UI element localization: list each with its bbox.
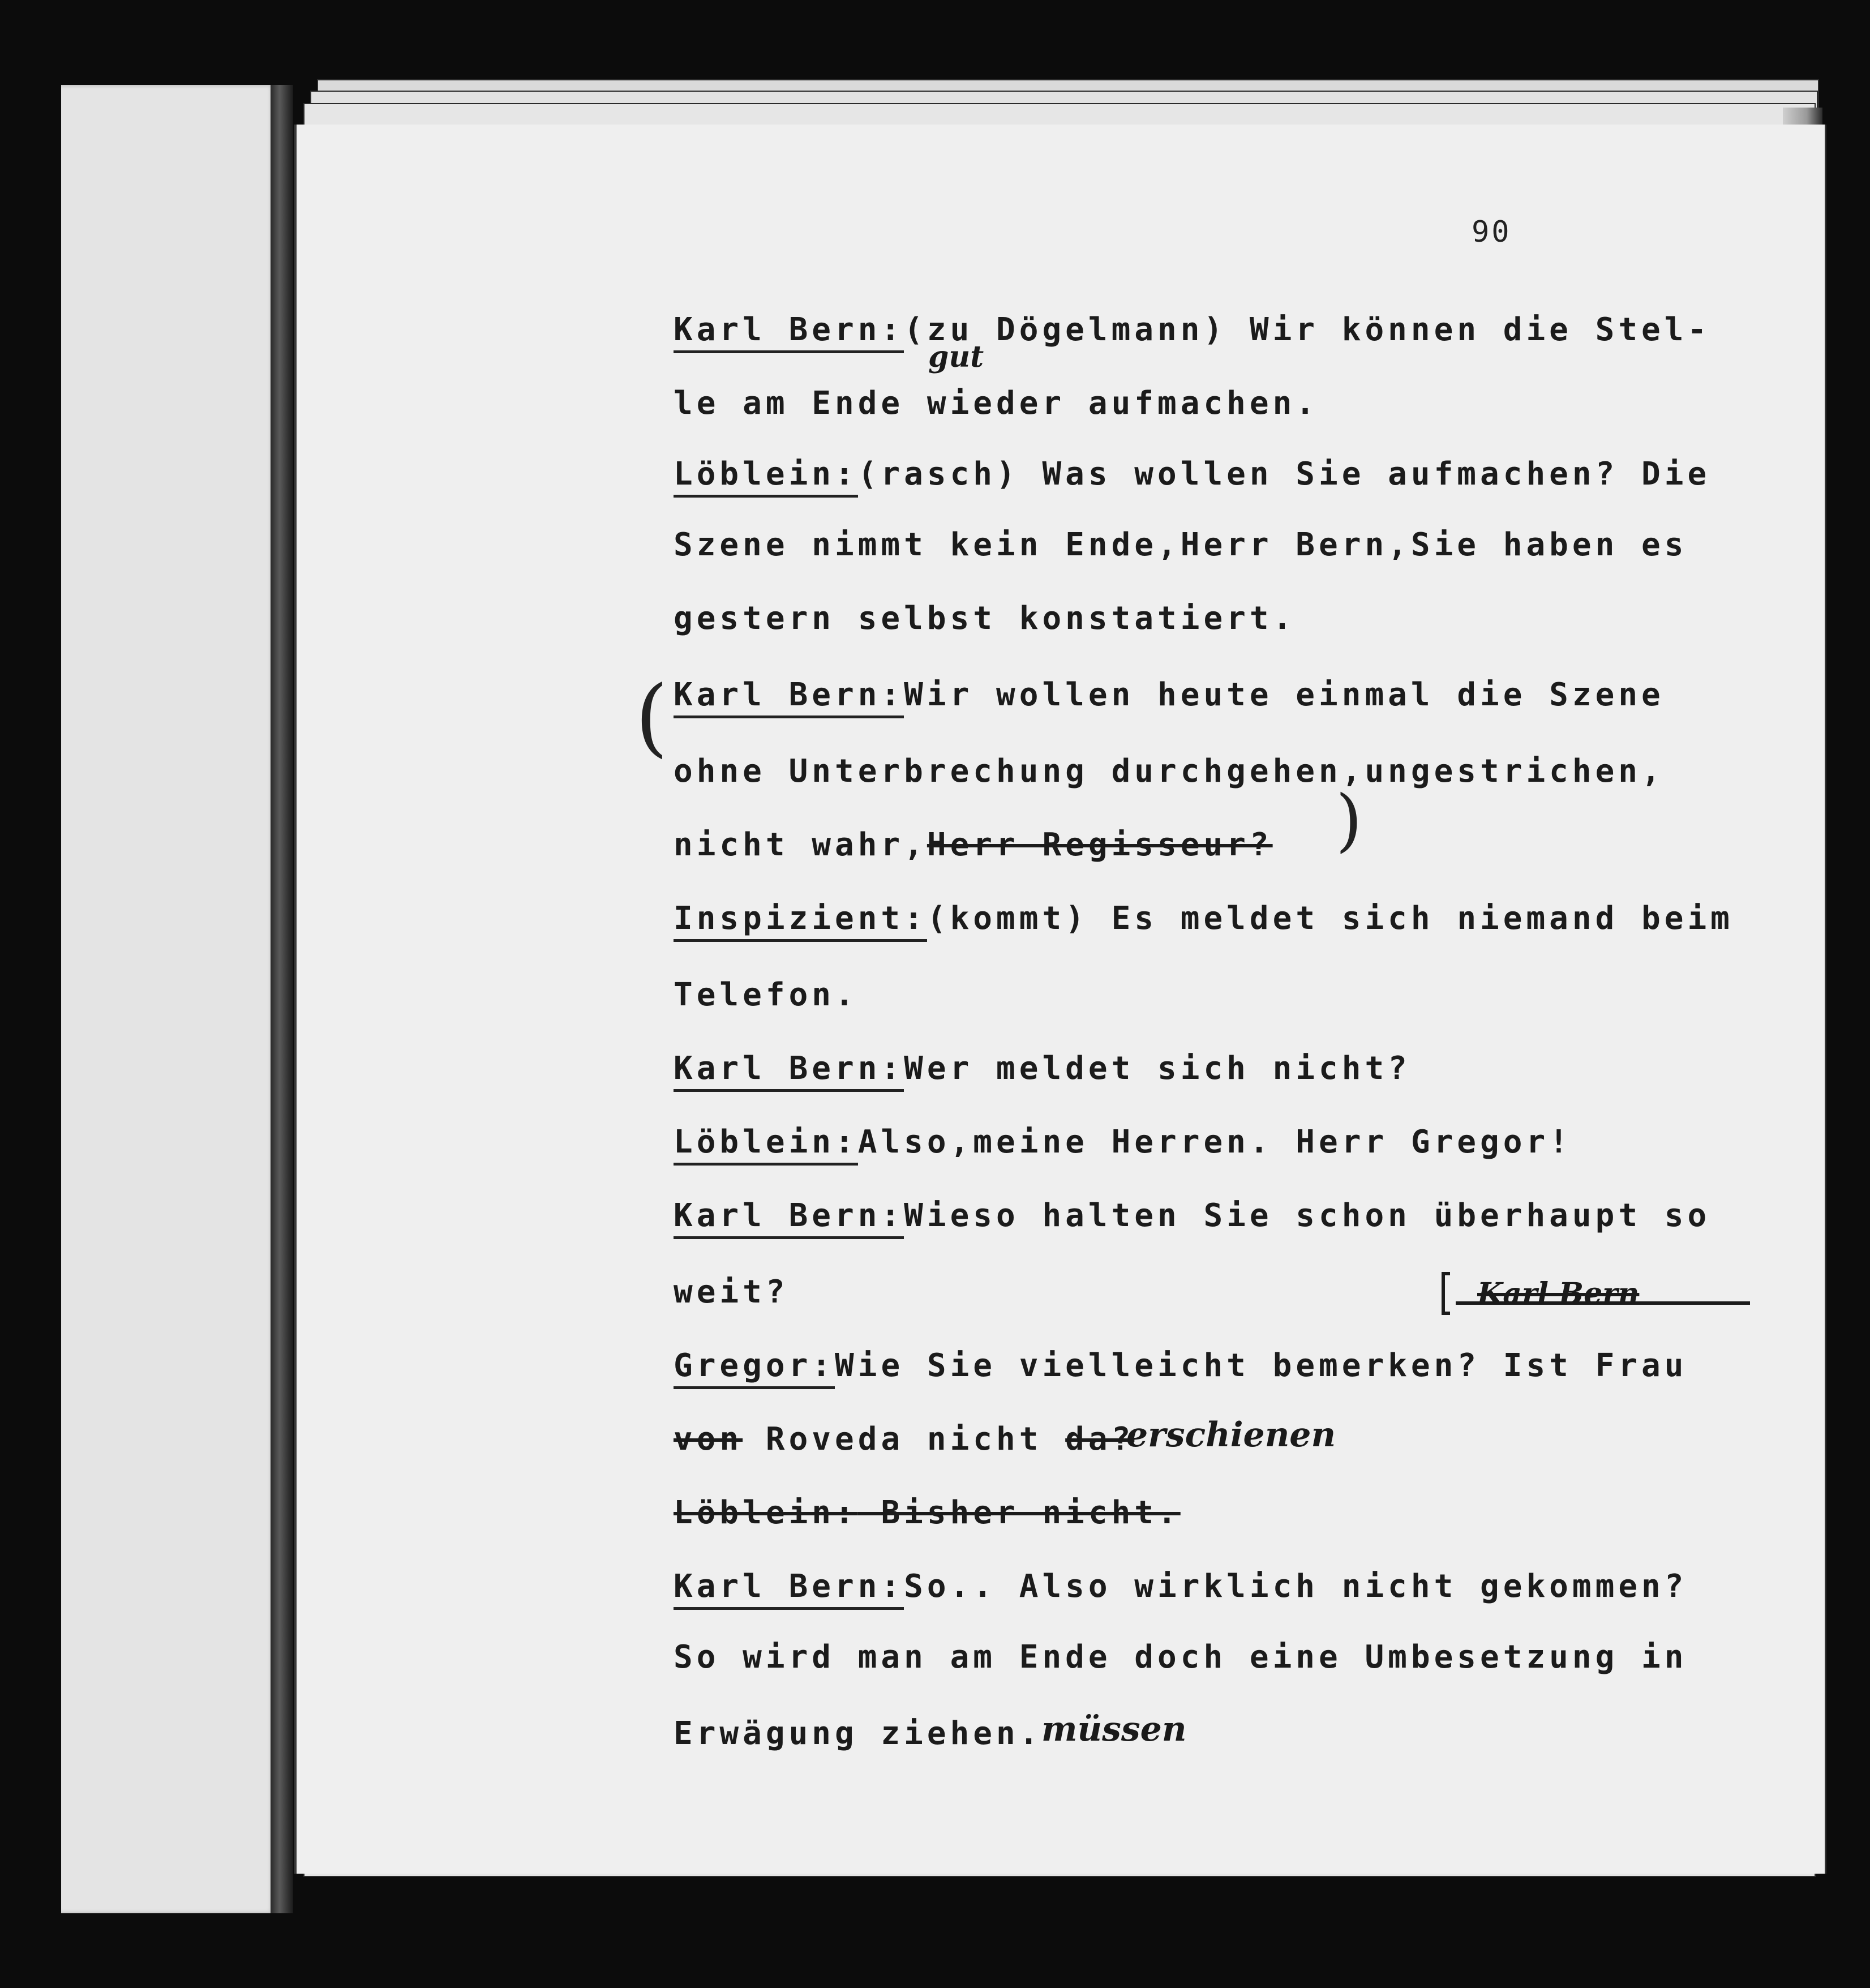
line-text: nicht wahr, <box>674 826 927 863</box>
struck-text: von <box>674 1421 743 1458</box>
line-text: Szene nimmt kein Ende,Herr Bern,Sie haben es <box>674 526 1688 563</box>
script-line <box>674 900 1734 942</box>
line-text: Wieso halten Sie schon überhaupt so <box>904 1197 1711 1234</box>
script-line <box>674 1050 1411 1092</box>
script-line <box>674 311 1710 353</box>
speaker-label: Karl Bern: <box>674 311 904 353</box>
script-line <box>674 385 1319 422</box>
speaker-label: Gregor: <box>674 1347 835 1389</box>
line-text: Telefon. <box>674 976 858 1013</box>
struck-text: Herr Regisseur? <box>927 826 1273 863</box>
line-text: ohne Unterbrechung durchgehen,ungestrichen, <box>674 753 1665 790</box>
speaker-label: Karl Bern: <box>674 676 904 718</box>
line-text: le am Ende wieder aufmachen. <box>674 385 1319 422</box>
script-line <box>674 1347 1687 1389</box>
script-line <box>674 1421 1134 1458</box>
speaker-label-struck: Löblein: <box>674 1494 858 1531</box>
speaker-label: Karl Bern: <box>674 1050 904 1092</box>
script-line <box>674 526 1687 563</box>
script-line <box>674 976 858 1013</box>
bracket-mark <box>1439 1268 1756 1319</box>
line-text: Roveda nicht <box>765 1421 1043 1458</box>
speaker-label: Karl Bern: <box>674 1568 904 1610</box>
script-line-struck <box>674 1494 1181 1531</box>
script-line <box>674 1197 1710 1239</box>
line-text: (rasch) Was wollen Sie aufmachen? Die <box>857 456 1711 492</box>
handwritten-crossed-name: Karl Bern <box>1477 1276 1640 1311</box>
line-text: (zu Dögelmann) Wir können die Stel- <box>904 311 1711 348</box>
line-text: Wir wollen heute einmal die Szene <box>904 676 1665 713</box>
line-text: Wie Sie vielleicht bemerken? Ist Frau <box>835 1347 1688 1384</box>
script-line <box>674 1568 1687 1610</box>
script-line <box>674 1639 1687 1676</box>
line-text: Wer meldet sich nicht? <box>904 1050 1411 1087</box>
script-line <box>674 1715 1042 1752</box>
margin-bracket-right: ) <box>1336 781 1362 860</box>
page-number: 90 <box>1472 215 1512 249</box>
handwritten-insert: müssen <box>1041 1709 1187 1749</box>
script-line <box>674 1274 789 1310</box>
script-line <box>674 753 1665 790</box>
line-text: Erwägung ziehen. <box>674 1715 1043 1752</box>
handwritten-insert: gut <box>928 340 984 374</box>
script-line <box>674 456 1710 498</box>
line-text: (kommt) Es meldet sich niemand beim <box>927 900 1734 937</box>
handwritten-insert: erschienen <box>1126 1415 1336 1455</box>
line-text: So.. Also wirklich nicht gekommen? <box>904 1568 1688 1605</box>
speaker-label: Löblein: <box>674 456 858 498</box>
script-line <box>674 1124 1572 1166</box>
margin-bracket-left: ( <box>635 668 668 766</box>
line-text: Also,meine Herren. Herr Gregor! <box>857 1124 1572 1160</box>
speaker-label: Inspizient: <box>674 900 927 942</box>
speaker-label: Löblein: <box>674 1124 858 1166</box>
script-line <box>674 676 1665 718</box>
line-text: So wird man am Ende doch eine Umbesetzung in <box>674 1639 1688 1676</box>
script-line <box>674 826 1273 863</box>
script-line <box>674 600 1296 637</box>
line-text: gestern selbst konstatiert. <box>674 600 1296 637</box>
struck-text: da? <box>1065 1421 1135 1458</box>
line-text-struck: Bisher nicht. <box>881 1494 1181 1531</box>
speaker-label: Karl Bern: <box>674 1197 904 1239</box>
line-text: weit? <box>674 1274 789 1310</box>
